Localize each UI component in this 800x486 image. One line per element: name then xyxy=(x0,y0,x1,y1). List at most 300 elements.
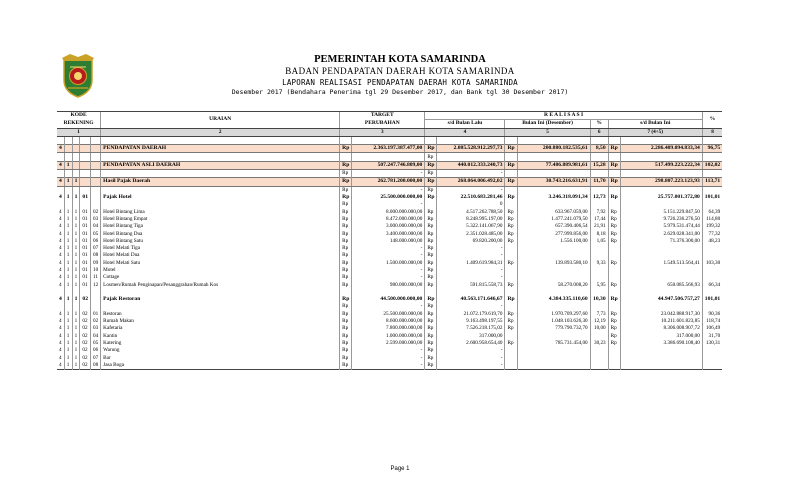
kode-2: 1 xyxy=(64,325,72,332)
bulan-ini-pct xyxy=(590,267,608,274)
kode-3: 1 xyxy=(72,311,80,318)
uraian-cell xyxy=(101,186,340,194)
sd-ini-rp xyxy=(608,362,620,370)
bulan-ini-pct: 8,18 xyxy=(590,230,608,237)
bulan-ini-rp xyxy=(505,303,517,310)
sd-lalu-value: - xyxy=(437,267,505,274)
kode-5: 06 xyxy=(90,238,100,245)
sd-lalu-value: 8.248.995.197,00 xyxy=(437,216,505,223)
target-rp: Rp xyxy=(340,252,352,259)
target-rp: Rp xyxy=(340,333,352,340)
uraian-cell: Cottage xyxy=(101,274,340,281)
bulan-ini-rp xyxy=(505,333,517,340)
target-value: 3.400.000.000,00 xyxy=(352,230,425,237)
bulan-ini-value xyxy=(517,267,590,274)
kode-2: 1 xyxy=(64,311,72,318)
target-rp: Rp xyxy=(340,245,352,252)
bulan-ini-value xyxy=(517,274,590,281)
sd-ini-value xyxy=(620,362,702,370)
kode-1: 4 xyxy=(59,354,62,361)
table-row xyxy=(57,161,722,169)
sd-ini-rp: Rp xyxy=(608,325,620,332)
bulan-ini-value xyxy=(517,170,590,178)
target-rp: Rp xyxy=(340,145,352,153)
bulan-ini-value: 657.390.406,54 xyxy=(517,223,590,230)
kode-2 xyxy=(64,201,72,208)
kode-1: 4 xyxy=(59,215,62,222)
kode-2: 1 xyxy=(64,340,72,347)
target-value: - xyxy=(352,245,425,252)
sd-lalu-value: - xyxy=(437,347,505,354)
bulan-ini-rp: Rp xyxy=(505,340,517,347)
kode-1 xyxy=(57,303,64,310)
kode-5: 05 xyxy=(90,340,100,347)
sd-lalu-value: 268.064.006.492,02 xyxy=(437,178,505,186)
bulan-ini-value xyxy=(517,289,590,296)
kode-1: 4 xyxy=(59,223,62,230)
sd-ini-value xyxy=(620,303,702,310)
target-value: 1.500.000.000,00 xyxy=(352,260,425,267)
bulan-ini-rp: Rp xyxy=(505,260,517,267)
table-row xyxy=(57,311,722,318)
kode-5: 11 xyxy=(90,274,100,281)
kode-1 xyxy=(57,186,64,194)
bulan-ini-rp: Rp xyxy=(505,216,517,223)
target-rp: Rp xyxy=(340,209,352,216)
bulan-ini-value xyxy=(517,362,590,370)
target-value: 3.000.000.000,00 xyxy=(352,223,425,230)
target-value: - xyxy=(352,347,425,354)
sd-lalu-value: 2.085.528.912.297,73 xyxy=(437,145,505,153)
target-rp xyxy=(340,153,352,161)
kode-4: 01 xyxy=(80,282,91,289)
kode-5: 03 xyxy=(90,216,100,223)
sd-ini-rp xyxy=(608,347,620,354)
sd-ini-value: 5.979.531.474,44 xyxy=(620,223,702,230)
total-pct: 64,39 xyxy=(702,209,722,216)
total-pct xyxy=(702,267,722,274)
colnum-8: 8 xyxy=(702,128,722,136)
sd-lalu-value: 69.820.200,00 xyxy=(437,238,505,245)
bulan-ini-pct: 30,23 xyxy=(590,340,608,347)
target-rp: Rp xyxy=(340,238,352,245)
sd-lalu-rp: Rp xyxy=(425,355,437,362)
total-pct: 130,31 xyxy=(702,340,722,347)
kode-4: 02 xyxy=(80,340,91,347)
pct-header: % xyxy=(590,120,608,128)
kode-4 xyxy=(80,136,91,144)
uraian-cell xyxy=(101,136,340,144)
kode-5 xyxy=(90,145,100,153)
kode-4: 01 xyxy=(80,245,91,252)
bulan-ini-pct xyxy=(590,289,608,296)
kode-4: 01 xyxy=(80,216,91,223)
sd-lalu-value: - xyxy=(437,303,505,310)
total-pct: 106,49 xyxy=(702,325,722,332)
bulan-ini-value xyxy=(517,186,590,194)
bulan-ini-value xyxy=(517,153,590,161)
sd-lalu-value: 4.517.262.788,50 xyxy=(437,209,505,216)
kode-3: 1 xyxy=(72,282,80,289)
target-rp: Rp xyxy=(340,194,352,201)
kode-1: 4 xyxy=(59,310,62,317)
target-value: 8.600.000.000,00 xyxy=(352,318,425,325)
kode-3 xyxy=(72,303,80,310)
sd-lalu-rp: Rp xyxy=(425,347,437,354)
sd-lalu-rp: Rp xyxy=(425,223,437,230)
kode-3: 1 xyxy=(72,318,80,325)
kode-1: 4 xyxy=(59,252,62,259)
bulan-ini-value: 77.486.889.981,61 xyxy=(517,161,590,169)
sd-lalu-value: - xyxy=(437,355,505,362)
bulan-ini-pct xyxy=(590,333,608,340)
kode-3 xyxy=(72,170,80,178)
target-value: - xyxy=(352,303,425,310)
bulan-ini-pct xyxy=(590,347,608,354)
kode-2 xyxy=(64,289,72,296)
target-value: - xyxy=(352,201,425,208)
sd-ini-value: 25.757.001.372,80 xyxy=(620,194,702,201)
rekening-header: REKENING xyxy=(57,120,101,128)
kode-4: 01 xyxy=(80,260,91,267)
sd-lalu-value xyxy=(437,153,505,161)
target-rp: Rp xyxy=(340,303,352,310)
kode-2: 1 xyxy=(64,318,72,325)
kode-5 xyxy=(90,170,100,178)
kode-5: 04 xyxy=(90,333,100,340)
bulan-ini-pct xyxy=(590,245,608,252)
bulan-ini-pct: 10,30 xyxy=(590,296,608,303)
colnum-4: 4 xyxy=(425,128,505,136)
sd-lalu-rp: Rp xyxy=(425,260,437,267)
target-header: TARGET xyxy=(340,112,425,120)
sd-ini-rp xyxy=(608,245,620,252)
kode-1: 4 xyxy=(57,145,64,153)
table-row xyxy=(57,347,722,354)
kode-2: 1 xyxy=(64,223,72,230)
kode-5: 12 xyxy=(90,282,100,289)
target-rp: Rp xyxy=(340,318,352,325)
table-row xyxy=(57,333,722,340)
table-row xyxy=(57,136,722,144)
sd-lalu-rp: Rp xyxy=(425,170,437,178)
sd-lalu-value: - xyxy=(437,252,505,259)
sd-ini-rp: Rp xyxy=(608,238,620,245)
kode-2 xyxy=(64,303,72,310)
bulan-ini-pct xyxy=(590,303,608,310)
kode-3 xyxy=(72,153,80,161)
target-rp: Rp xyxy=(340,260,352,267)
kode-1: 4 xyxy=(59,245,62,252)
sd-lalu-value: - xyxy=(437,186,505,194)
kode-4: 02 xyxy=(80,362,91,370)
table-row xyxy=(57,252,722,259)
bulan-ini-pct: 1,05 xyxy=(590,238,608,245)
bulan-ini-pct: 8,50 xyxy=(590,145,608,153)
sd-ini-value xyxy=(620,153,702,161)
kode-3: 1 xyxy=(72,260,80,267)
kode-1: 4 xyxy=(59,237,62,244)
target-value xyxy=(352,289,425,296)
sd-ini-rp xyxy=(608,186,620,194)
kode-4 xyxy=(80,289,91,296)
table-row xyxy=(57,238,722,245)
target-value: 1.000.000.000,00 xyxy=(352,333,425,340)
kode-5 xyxy=(90,296,100,303)
sd-ini-rp xyxy=(608,274,620,281)
kode-4: 01 xyxy=(80,274,91,281)
kode-1: 4 xyxy=(59,361,62,368)
kode-2: 1 xyxy=(64,209,72,216)
kode-2: 1 xyxy=(64,260,72,267)
bulan-ini-pct: 7,92 xyxy=(590,209,608,216)
bulan-ini-rp: Rp xyxy=(505,223,517,230)
bulan-ini-rp: Rp xyxy=(505,230,517,237)
total-pct: 118,74 xyxy=(702,318,722,325)
bulan-ini-rp: Rp xyxy=(505,311,517,318)
bulan-ini-rp: Rp xyxy=(505,145,517,153)
kode-4: 02 xyxy=(80,355,91,362)
kode-1: 4 xyxy=(59,193,62,200)
bulan-ini-value xyxy=(517,333,590,340)
sd-lalu-rp: Rp xyxy=(425,325,437,332)
bulan-ini-header: Bulan Ini (Desember) xyxy=(505,120,590,128)
kode-4: 01 xyxy=(80,194,91,201)
sd-ini-value xyxy=(620,347,702,354)
uraian-cell: Hotel Melati Satu xyxy=(101,260,340,267)
kode-2 xyxy=(64,145,72,153)
kode-4 xyxy=(80,161,91,169)
target-value: 25.500.000.000,00 xyxy=(352,194,425,201)
sd-ini-value: 3.386.690.108,40 xyxy=(620,340,702,347)
target-rp: Rp xyxy=(340,355,352,362)
bulan-ini-rp: Rp xyxy=(505,318,517,325)
uraian-cell: Pajak Restoran xyxy=(101,296,340,303)
target-rp: Rp xyxy=(340,340,352,347)
table-row xyxy=(57,216,722,223)
uraian-cell: Hotel Bintang Tiga xyxy=(101,223,340,230)
colnum-6: 6 xyxy=(590,128,608,136)
sd-ini-rp xyxy=(608,289,620,296)
sd-lalu-rp: Rp xyxy=(425,238,437,245)
table-row xyxy=(57,153,722,161)
kode-3: 1 xyxy=(72,194,80,201)
table-row xyxy=(57,274,722,281)
sd-ini-rp: Rp xyxy=(608,230,620,237)
target-value: 262.781.200.000,00 xyxy=(352,178,425,186)
target-value: 2.599.000.000,00 xyxy=(352,340,425,347)
uraian-cell: Warung xyxy=(101,347,340,354)
target-rp: Rp xyxy=(340,311,352,318)
sd-ini-rp xyxy=(608,267,620,274)
kode-3 xyxy=(72,145,80,153)
kode-3: 1 xyxy=(72,245,80,252)
uraian-cell: Pajak Hotel xyxy=(101,194,340,201)
bulan-ini-value: 1.970.709.297,60 xyxy=(517,311,590,318)
uraian-cell: Hotel Bintang Satu xyxy=(101,238,340,245)
kode-3: 1 xyxy=(72,333,80,340)
sd-ini-value xyxy=(620,274,702,281)
bulan-ini-pct: 7,73 xyxy=(590,311,608,318)
sd-ini-rp: Rp xyxy=(608,311,620,318)
table-row xyxy=(57,289,722,296)
kode-4: 01 xyxy=(80,209,91,216)
table-row xyxy=(57,303,722,310)
bulan-ini-value: 200.880.182.535,61 xyxy=(517,145,590,153)
kode-1: 4 xyxy=(59,208,62,215)
total-pct: 31,70 xyxy=(702,333,722,340)
sd-lalu-value xyxy=(437,289,505,296)
sd-ini-rp xyxy=(608,303,620,310)
target-value: 8.472.000.000,00 xyxy=(352,216,425,223)
table-row xyxy=(57,230,722,237)
sd-lalu-value: 0 xyxy=(437,201,505,208)
bulan-ini-pct xyxy=(590,170,608,178)
bulan-ini-value xyxy=(517,201,590,208)
kode-5 xyxy=(90,303,100,310)
colnum-3: 3 xyxy=(340,128,425,136)
kode-1 xyxy=(57,170,64,178)
sd-lalu-value: 440.012.333.240,73 xyxy=(437,161,505,169)
kode-1: 4 xyxy=(59,325,62,332)
sd-ini-rp xyxy=(608,355,620,362)
kode-4 xyxy=(80,186,91,194)
kode-2: 1 xyxy=(64,194,72,201)
table-row xyxy=(57,296,722,303)
kode-3: 1 xyxy=(72,238,80,245)
sd-lalu-rp: Rp xyxy=(425,252,437,259)
bulan-ini-value: 1.556.100,00 xyxy=(517,238,590,245)
sd-ini-rp: Rp xyxy=(608,296,620,303)
total-pct: 90,36 xyxy=(702,311,722,318)
sd-ini-value xyxy=(620,136,702,144)
bulan-ini-value: 4.384.335.110,60 xyxy=(517,296,590,303)
target-value: - xyxy=(352,186,425,194)
kode-4 xyxy=(80,170,91,178)
sd-ini-value: 2.286.409.094.833,34 xyxy=(620,145,702,153)
uraian-cell: Jasa Boga xyxy=(101,362,340,370)
kode-5 xyxy=(90,153,100,161)
kode-3: 1 xyxy=(72,274,80,281)
bulan-ini-pct xyxy=(590,252,608,259)
sd-lalu-value: - xyxy=(437,170,505,178)
kode-1 xyxy=(57,289,64,296)
bulan-ini-pct xyxy=(590,186,608,194)
sd-ini-rp: Rp xyxy=(608,340,620,347)
table-row xyxy=(57,325,722,332)
kode-2: 1 xyxy=(64,230,72,237)
bulan-ini-rp xyxy=(505,252,517,259)
uraian-cell: Katering xyxy=(101,340,340,347)
kode-1 xyxy=(57,136,64,144)
kode-2: 1 xyxy=(64,238,72,245)
kode-2: 1 xyxy=(64,355,72,362)
target-rp: Rp xyxy=(340,186,352,194)
pct-total-header: % xyxy=(702,112,722,129)
sd-ini-rp xyxy=(608,153,620,161)
kode-5: 09 xyxy=(90,260,100,267)
sd-ini-value xyxy=(620,252,702,259)
target-rp: Rp xyxy=(340,267,352,274)
uraian-header: URAIAN xyxy=(101,112,340,129)
sd-ini-value: 317.000,00 xyxy=(620,333,702,340)
sd-ini-rp: Rp xyxy=(608,161,620,169)
kode-3: 1 xyxy=(72,296,80,303)
kode-3 xyxy=(72,289,80,296)
total-pct: 96,75 xyxy=(702,145,722,153)
kode-2: 1 xyxy=(64,178,72,186)
kode-2: 1 xyxy=(64,252,72,259)
kode-3: 1 xyxy=(72,216,80,223)
bulan-ini-pct: 12,73 xyxy=(590,194,608,201)
kode-4 xyxy=(80,145,91,153)
uraian-cell: Hotel Bintang Dua xyxy=(101,230,340,237)
sd-lalu-rp: Rp xyxy=(425,267,437,274)
kode-4: 02 xyxy=(80,325,91,332)
sd-ini-rp xyxy=(608,136,620,144)
total-pct: 102,02 xyxy=(702,161,722,169)
total-pct xyxy=(702,289,722,296)
kode-1: 4 xyxy=(59,266,62,273)
table-row xyxy=(57,282,722,289)
sd-lalu-rp: Rp xyxy=(425,333,437,340)
kode-4: 01 xyxy=(80,267,91,274)
sd-lalu-rp: Rp xyxy=(425,161,437,169)
kode-2: 1 xyxy=(64,296,72,303)
colnum-2: 2 xyxy=(101,128,340,136)
total-pct xyxy=(702,355,722,362)
kode-3: 1 xyxy=(72,178,80,186)
kode-3 xyxy=(72,186,80,194)
bulan-ini-rp xyxy=(505,170,517,178)
target-rp xyxy=(340,289,352,296)
colnum-1: 1 xyxy=(57,128,101,136)
sd-ini-value: 71.376.300,00 xyxy=(620,238,702,245)
agency-name: BADAN PENDAPATAN DAERAH KOTA SAMARINDA xyxy=(285,66,515,76)
target-value: 8.000.000.000,00 xyxy=(352,209,425,216)
bulan-ini-rp: Rp xyxy=(505,325,517,332)
sd-lalu-value: 1.409.619.984,31 xyxy=(437,260,505,267)
bulan-ini-pct: 12,19 xyxy=(590,318,608,325)
sd-ini-value: 8.306.008.907,72 xyxy=(620,325,702,332)
sd-ini-rp: Rp xyxy=(608,260,620,267)
total-pct xyxy=(702,186,722,194)
bulan-ini-rp xyxy=(505,347,517,354)
kode-5 xyxy=(90,186,100,194)
target-rp: Rp xyxy=(340,362,352,370)
uraian-cell: Kafetaria xyxy=(101,325,340,332)
bulan-ini-value xyxy=(517,355,590,362)
kode-3 xyxy=(72,161,80,169)
sd-lalu-rp: Rp xyxy=(425,178,437,186)
sd-ini-value xyxy=(620,201,702,208)
target-rp: Rp xyxy=(340,178,352,186)
kode-4 xyxy=(80,303,91,310)
table-row xyxy=(57,201,722,208)
sd-ini-rp: Rp xyxy=(608,145,620,153)
kode-2 xyxy=(64,153,72,161)
sd-lalu-rp: Rp xyxy=(425,362,437,370)
kode-3: 1 xyxy=(72,267,80,274)
bulan-ini-value: 139.893.580,10 xyxy=(517,260,590,267)
sd-ini-rp: Rp xyxy=(608,318,620,325)
target-value: 44.500.000.000,00 xyxy=(352,296,425,303)
target-value: 148.000.000,00 xyxy=(352,238,425,245)
table-row xyxy=(57,260,722,267)
target-value: - xyxy=(352,362,425,370)
total-pct xyxy=(702,153,722,161)
report-name: LAPORAN REALISASI PENDAPATAN DAERAH KOTA SAMARINDA xyxy=(282,78,518,87)
